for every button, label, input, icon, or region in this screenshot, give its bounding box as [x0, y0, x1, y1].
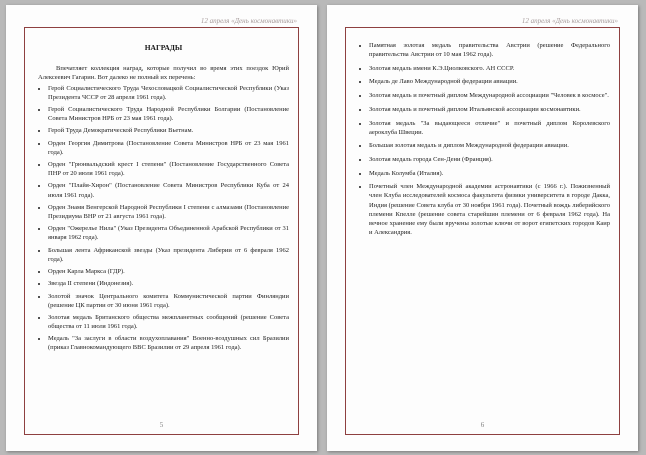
- list-item: • Медаль де Лаво Международной федерации авиации.: [369, 77, 610, 86]
- list-item: • Золотая медаль и почетный диплом Международной ассоциации "Человек в космосе".: [369, 91, 610, 100]
- list-item: • Золотая медаль и почетный диплом Итальянской ассоциации космонавтики.: [369, 105, 610, 114]
- intro-paragraph: Впечатляет коллекция наград, которые получил во время этих поездок Юрий Алексеевич Гагарин. Вот далеко не полный их перечень:: [38, 64, 289, 81]
- list-item: • Орден "Грюнвальдский крест I степени" (Постановление Государственного Совета ПНР от 20 июля 1961 года).: [48, 160, 289, 178]
- document-page-5: [6, 5, 317, 451]
- list-item: • Медаль "За заслуги в области воздухоплавания" Военно-воздушных сил Бразилии (приказ Главнокомандующего ВВС Бразилии от 29 апреля 1961 года).: [48, 334, 289, 352]
- list-item: • Орден "Плайя-Хирон" (Постановление Совета Министров Республики Куба от 24 июля 1961 года).: [48, 181, 289, 199]
- list-item: • Золотая медаль имени К.Э.Циолковского. АН СССР.: [369, 64, 610, 73]
- list-item: • Золотая медаль "За выдающееся отличие" и почетный диплом Королевского аероклуба Швеции.: [369, 119, 610, 137]
- document-page-6: [327, 5, 638, 451]
- list-item: • Герой Труда Демократической Республики Вьетнам.: [48, 126, 289, 135]
- list-item: • Большая золотая медаль и диплом Международной федерации авиации.: [369, 141, 610, 150]
- list-item: • Орден "Ожерелье Нила" (Указ Президента Объединенной Арабской Республики от 31 января 1962 года).: [48, 224, 289, 242]
- page-number: 6: [480, 421, 485, 429]
- awards-list: [359, 41, 610, 237]
- list-item: • Медаль Колумба (Италия).: [369, 169, 610, 178]
- list-item: • Памятная золотая медаль правительства Австрии (решение Федерального правительства Австрии от 10 мая 1962 года).: [369, 41, 610, 59]
- page-content: [38, 43, 289, 356]
- list-item: • Золотая медаль города Сен-Дени (Франция).: [369, 155, 610, 164]
- list-item: • Герой Социалистического Труда Чехословацкой Социалистической Республики (Указ Президента ЧССР от 28 апреля 1961 года).: [48, 84, 289, 102]
- list-item: • Орден Карла Маркса (ГДР).: [48, 267, 289, 276]
- list-item: • Золотая медаль Британского общества межпланетных сообщений (решение Совета общества от 11 июля 1961 года).: [48, 313, 289, 331]
- section-title: НАГРАДЫ: [144, 43, 183, 52]
- page-number: 5: [159, 421, 164, 429]
- awards-list: [38, 84, 289, 353]
- page-header: 12 апреля «День космонавтики»: [200, 17, 297, 25]
- list-item: • Звезда II степени (Индонезия).: [48, 279, 289, 288]
- list-item: • Почетный член Международной академии астронавтики (с 1966 г.). Пожизненный член Клуба исследователей космоса факультета физики университета в городе Дакка, Индия (решение Совета клуба от 30 ноября 1961 года). Почетный вождь либерийского племени Кпелле (решение совета старейшин племени от 6 февраля 1962 года). На вечное хранение ему были вручены золотые ключи от ворот египетских городов Каир и Александрия.: [369, 182, 610, 237]
- page-content: [359, 41, 610, 238]
- list-item: • Золотой значок Центрального комитета Коммунистической партии Финляндии (решение ЦК партии от 30 июня 1961 года).: [48, 292, 289, 310]
- list-item: • Орден Знамя Венгерской Народной Республики I степени с алмазами (Постановление Президиума ВНР от 21 августа 1961 года).: [48, 203, 289, 221]
- page-header: 12 апреля «День космонавтики»: [521, 17, 618, 25]
- list-item: • Орден Георгия Димитрова (Постановление Совета Министров НРБ от 23 мая 1961 года).: [48, 139, 289, 157]
- list-item: • Герой Социалистического Труда Народной Республики Болгарии (Постановление Совета Министров НРБ от 23 мая 1961 года).: [48, 105, 289, 123]
- list-item: • Большая лента Африканской звезды (Указ президента Либерии от 6 февраля 1962 года).: [48, 246, 289, 264]
